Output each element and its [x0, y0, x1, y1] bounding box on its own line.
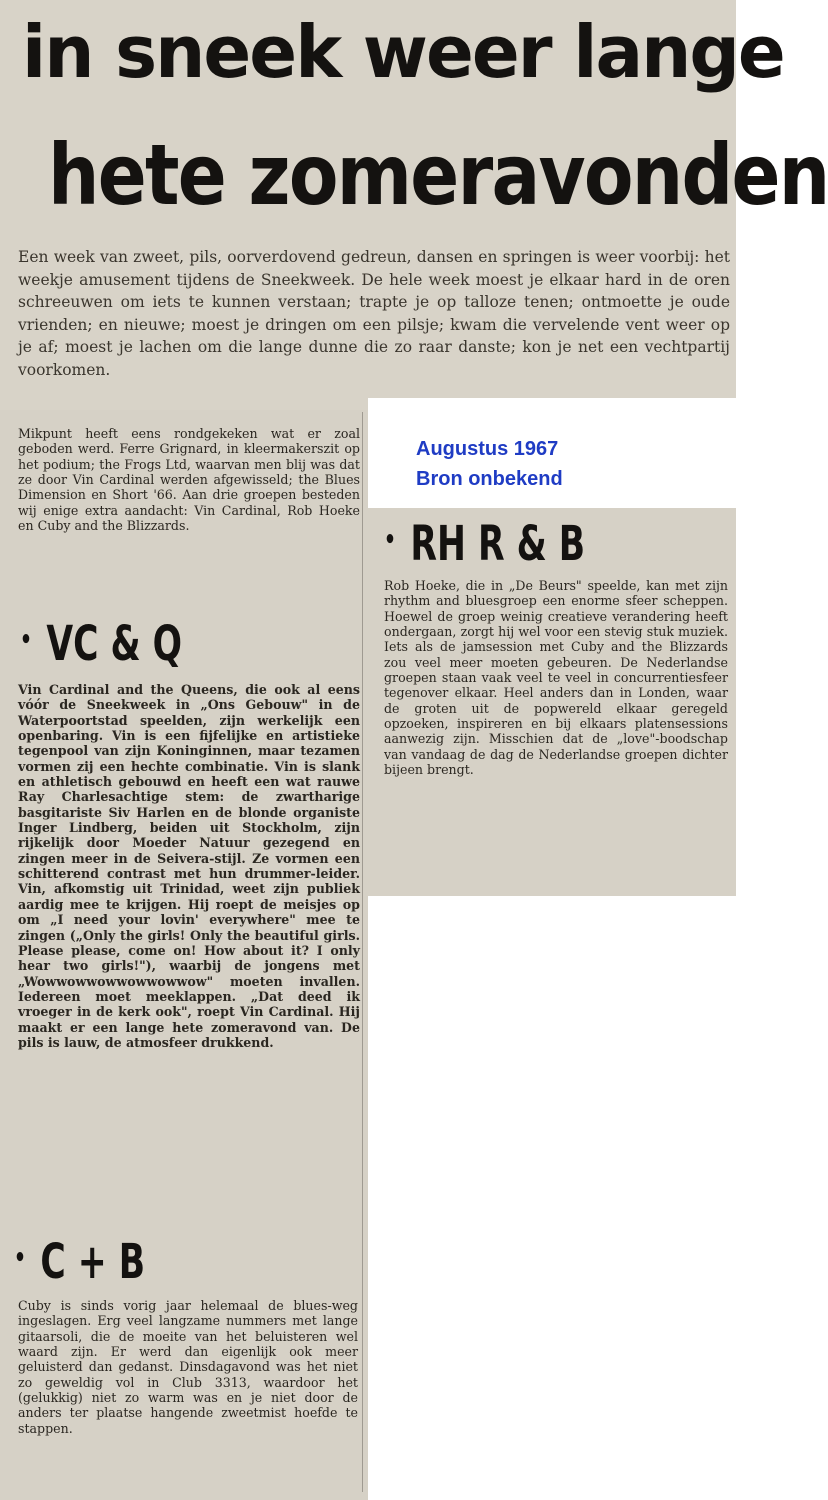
- section-heading-vcq-label: VC & Q: [46, 616, 183, 672]
- rhrb-paragraph: Rob Hoeke, die in „De Beurs" speelde, kan met zijn rhythm and bluesgroep een enorme sfeer scheppen. Hoewel de groep weinig creatieve verandering heeft ondergaan, zorgt hij wel voor een stevig stuk muziek. Iets als de jamsession met Cuby and the Blizzards zou veel meer moeten gebeuren. De Nederlandse groepen staan vaak veel te veel in concurrentiesfeer tegenover elkaar. Heel anders dan in Londen, waar de groten uit de popwereld elkaar geregeld opzoeken, inspireren en bij elkaars platensessions aanwezig zijn. Misschien dat de „love"-boodschap van vandaag de dag de Nederlandse groepen dichter bijeen brengt.: [384, 578, 728, 778]
- source-note-source: Bron onbekend: [416, 468, 563, 490]
- headline-line-2: hete zomeravonden: [48, 126, 828, 224]
- headline-line-1: in sneek weer lange: [22, 10, 784, 94]
- intro-paragraph: Mikpunt heeft eens rondgekeken wat er zoal geboden werd. Ferre Grignard, in kleermakerszit op het podium; the Frogs Ltd, waarvan men blij was dat ze door Vin Cardinal werden afgewisseld; the Blues Dimension en Short '66. Aan drie groepen besteden wij enige extra aandacht: Vin Cardinal, Rob Hoeke en Cuby and the Blizzards.: [18, 426, 360, 534]
- source-note: [416, 434, 563, 494]
- section-heading-cb-label: C + B: [40, 1234, 146, 1290]
- section-heading-rhrb-label: RH R & B: [410, 516, 586, 572]
- section-heading-rhrb: [384, 516, 585, 572]
- bullet-icon: •: [20, 625, 32, 655]
- bullet-icon: •: [384, 525, 396, 555]
- source-note-date: Augustus 1967: [416, 438, 559, 460]
- lead-paragraph: Een week van zweet, pils, oorverdovend gedreun, dansen en springen is weer voorbij: het weekje amusement tijdens de Sneekweek. De hele week moest je elkaar hard in de oren schreeuwen om iets te kunnen verstaan; trapte je op talloze tenen; ontmoette je oude vrienden; en nieuwe; moest je dringen om een pilsje; kwam die vervelende vent weer op je af; moest je lachen om die lange dunne die zo raar danste; kon je net een vechtpartij voorkomen.: [18, 248, 730, 379]
- bullet-icon: •: [14, 1243, 26, 1273]
- cb-paragraph: Cuby is sinds vorig jaar helemaal de blues-weg ingeslagen. Erg veel langzame nummers met lange gitaarsoli, die de moeite van het beluisteren wel waard zijn. Er werd dan eigenlijk ook meer geluisterd dan gedanst. Dinsdagavond was het niet zo geweldig vol in Club 3313, waardoor het (gelukkig) niet zo warm was en je niet door de anders ter plaatse hangende zweetmist hoefde te stappen.: [18, 1298, 358, 1436]
- column-divider: [362, 412, 363, 1492]
- section-heading-vcq: [20, 616, 182, 672]
- section-heading-cb: [14, 1234, 145, 1290]
- vcq-paragraph: Vin Cardinal and the Queens, die ook al eens vóór de Sneekweek in „Ons Gebouw" in de Waterpoortstad speelden, zijn werkelijk een openbaring. Vin is een fijfelijke en artistieke tegenpool van zijn Koninginnen, maar tezamen vormen zij een hechte combinatie. Vin is slank en athletisch gebouwd en heeft een wat rauwe Ray Charlesachtige stem: de zwartharige basgitariste Siv Harlen en de blonde organiste Inger Lindberg, beiden uit Stockholm, zijn rijkelijk door Moeder Natuur gezegend en zingen meer in de Seivera-stijl. Ze vormen een schitterend contrast met hun drummer-leider. Vin, afkomstig uit Trinidad, weet zijn publiek aardig mee te krijgen. Hij roept de meisjes op om „I need your lovin' everywhere" mee te zingen („Only the girls! Only the beautiful girls. Please please, come on! How about it? I only hear two girls!"), waarbij de jongens met „Wowwowwowwowwowwow" moeten invallen. Iedereen moet meeklappen. „Dat deed ik vroeger in de kerk ook", roept Vin Cardinal. Hij maakt er een lange hete zomeravond van. De pils is lauw, de atmosfeer drukkend.: [18, 682, 360, 1050]
